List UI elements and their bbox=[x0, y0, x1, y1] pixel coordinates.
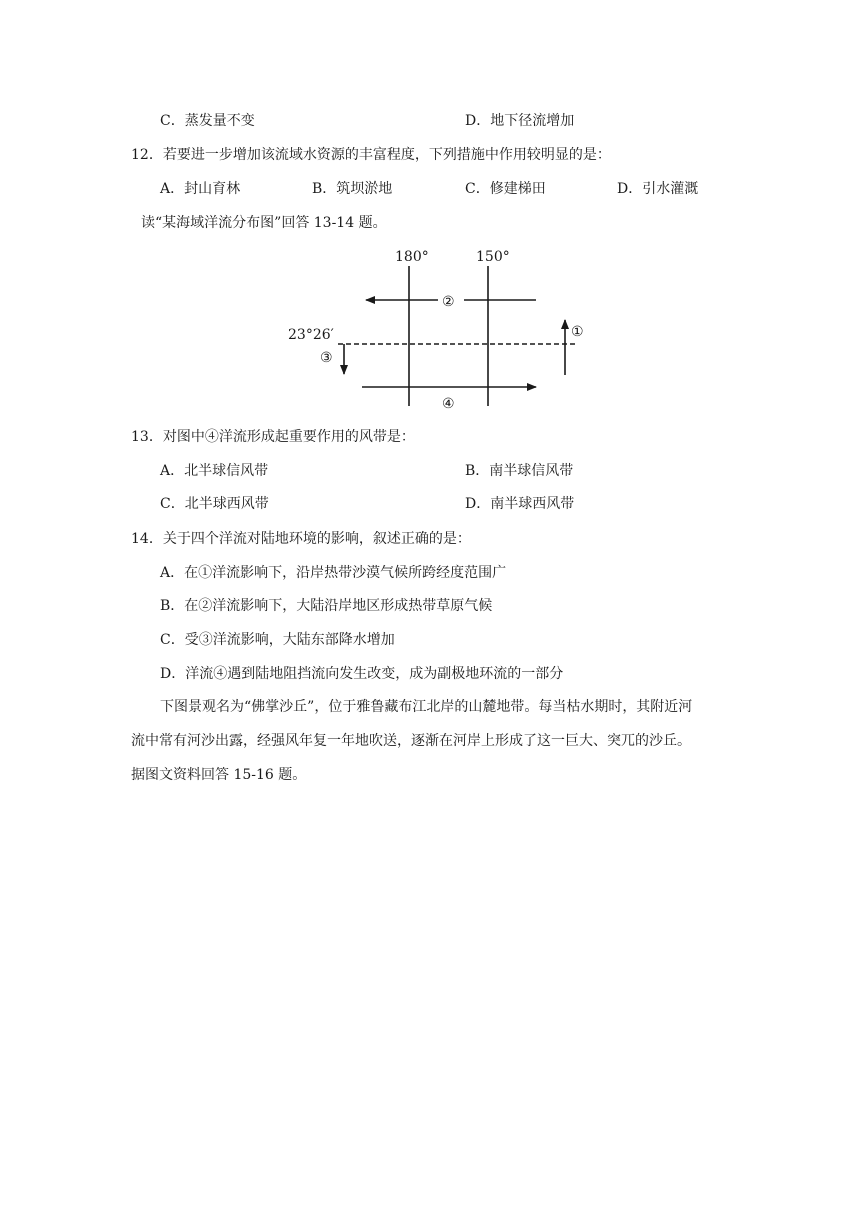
q13-stem: 13．对图中④洋流形成起重要作用的风带是： bbox=[131, 429, 415, 445]
q14-option-c: C．受③洋流影响，大陆东部降水增加 bbox=[160, 632, 395, 648]
q11-option-d: D．地下径流增加 bbox=[465, 113, 575, 129]
intro-13-14: 读“某海域洋流分布图”回答 13-14 题。 bbox=[141, 215, 387, 231]
q14-option-a: A．在①洋流影响下，沿岸热带沙漠气候所跨经度范围广 bbox=[160, 565, 507, 581]
intro-15-16-line-3: 据图文资料回答 15-16 题。 bbox=[131, 767, 307, 783]
longitude-label-150: 150° bbox=[476, 249, 510, 265]
q14-option-b: B．在②洋流影响下，大陆沿岸地区形成热带草原气候 bbox=[160, 598, 493, 614]
current-2-label: ② bbox=[442, 294, 455, 310]
q12-option-b: B．筑坝淤地 bbox=[312, 181, 393, 197]
longitude-label-180: 180° bbox=[395, 249, 429, 265]
q12-option-a: A．封山育林 bbox=[160, 181, 241, 197]
q13-option-a: A．北半球信风带 bbox=[160, 463, 269, 479]
q11-option-c: C．蒸发量不变 bbox=[160, 113, 255, 129]
q13-option-d: D．南半球西风带 bbox=[465, 496, 575, 512]
q13-option-c: C．北半球西风带 bbox=[160, 496, 269, 512]
q14-option-d: D．洋流④遇到陆地阻挡流向发生改变，成为副极地环流的一部分 bbox=[160, 666, 564, 682]
intro-15-16-line-2: 流中常有河沙出露，经强风年复一年地吹送，逐渐在河岸上形成了这一巨大、突兀的沙丘。 bbox=[131, 733, 691, 749]
current-4-label: ④ bbox=[442, 396, 455, 412]
q12-option-c: C．修建梯田 bbox=[465, 181, 546, 197]
intro-15-16-line-1: 下图景观名为“佛掌沙丘”，位于雅鲁藏布江北岸的山麓地带。每当枯水期时，其附近河 bbox=[160, 699, 693, 715]
q12-option-d: D．引水灌溉 bbox=[617, 181, 699, 197]
current-3-label: ③ bbox=[320, 350, 333, 366]
q13-option-b: B．南半球信风带 bbox=[465, 463, 574, 479]
ocean-current-diagram bbox=[280, 240, 600, 415]
current-1-label: ① bbox=[571, 324, 584, 340]
q14-stem: 14．关于四个洋流对陆地环境的影响，叙述正确的是： bbox=[131, 531, 471, 547]
q12-stem: 12．若要进一步增加该流域水资源的丰富程度，下列措施中作用较明显的是： bbox=[131, 147, 611, 163]
latitude-label: 23°26′ bbox=[288, 327, 334, 343]
